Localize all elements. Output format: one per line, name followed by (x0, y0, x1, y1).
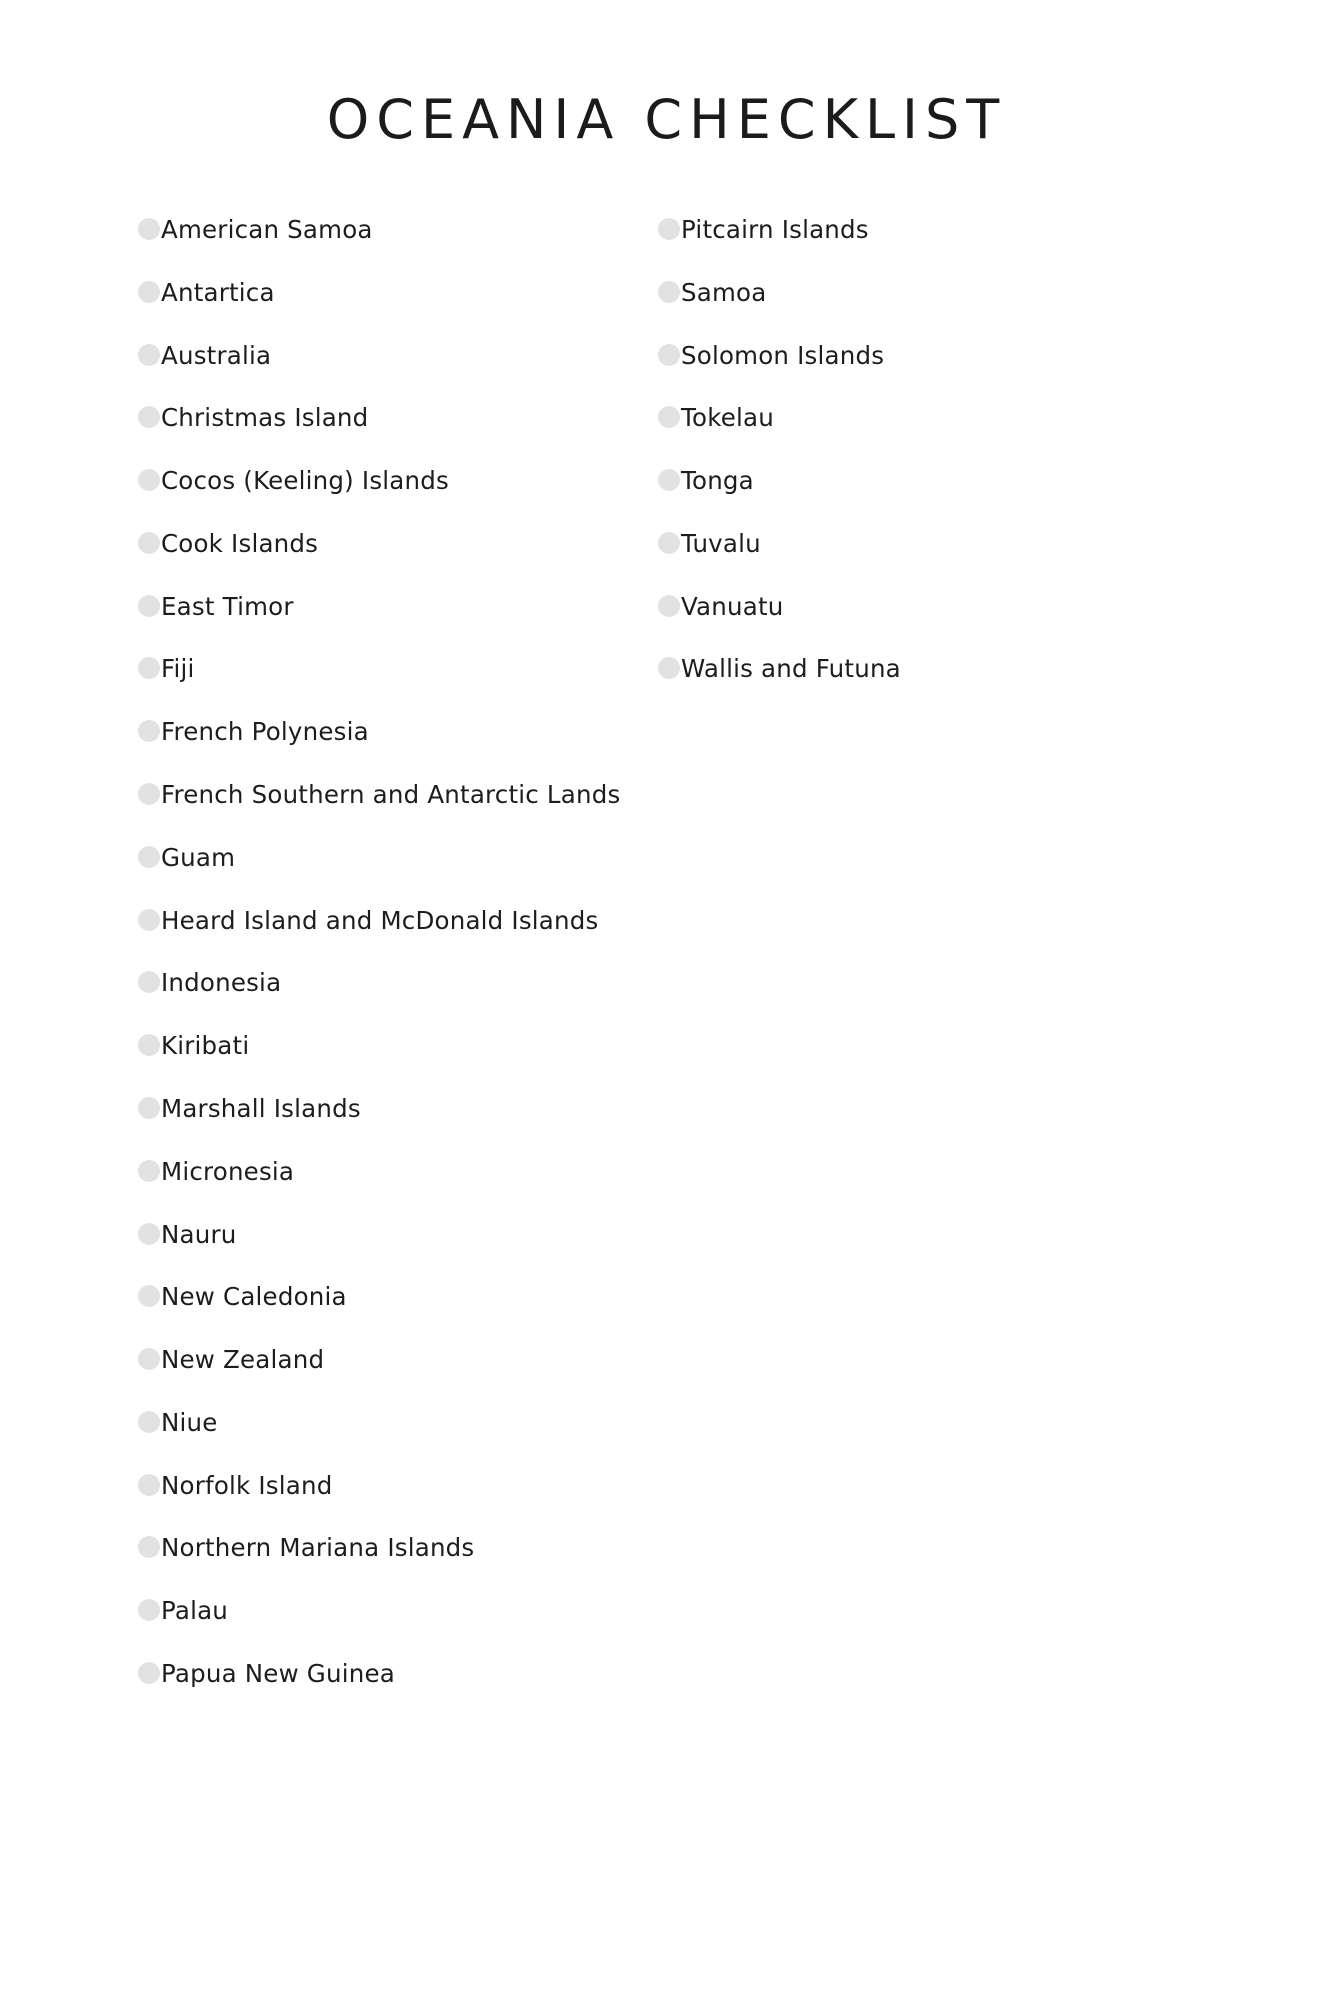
list-item[interactable] (658, 276, 1178, 311)
page-title: OCEANIA CHECKLIST (326, 88, 1007, 151)
list-item-label: Tokelau (681, 403, 774, 433)
list-item[interactable] (138, 1029, 658, 1064)
list-item[interactable] (658, 464, 1178, 499)
checkbox-circle-icon[interactable] (138, 406, 160, 428)
checkbox-circle-icon[interactable] (138, 1160, 160, 1182)
checkbox-circle-icon[interactable] (138, 218, 160, 240)
list-item[interactable] (138, 1155, 658, 1190)
checkbox-circle-icon[interactable] (658, 281, 680, 303)
checkbox-circle-icon[interactable] (138, 281, 160, 303)
list-item-label: Fiji (161, 654, 195, 684)
list-item[interactable] (138, 527, 658, 562)
list-item-label: East Timor (161, 591, 294, 621)
list-item-label: Antartica (161, 277, 275, 307)
checkbox-circle-icon[interactable] (658, 406, 680, 428)
list-item[interactable] (138, 1594, 658, 1629)
checkbox-circle-icon[interactable] (658, 595, 680, 617)
list-item-label: Australia (161, 340, 272, 370)
list-item-label: Micronesia (161, 1156, 295, 1186)
list-item[interactable] (138, 339, 658, 374)
checkbox-circle-icon[interactable] (138, 1599, 160, 1621)
list-item-label: French Southern and Antarctic Lands (161, 780, 621, 810)
checkbox-circle-icon[interactable] (138, 1285, 160, 1307)
list-item-label: Nauru (161, 1219, 237, 1249)
list-item[interactable] (658, 401, 1178, 436)
list-item-label: French Polynesia (161, 717, 369, 747)
list-item[interactable] (658, 339, 1178, 374)
checkbox-circle-icon[interactable] (138, 1348, 160, 1370)
list-item[interactable] (138, 401, 658, 436)
list-item-label: Heard Island and McDonald Islands (161, 905, 599, 935)
list-item[interactable] (138, 652, 658, 687)
list-item-label: New Zealand (161, 1345, 325, 1375)
checkbox-circle-icon[interactable] (138, 1474, 160, 1496)
list-item[interactable] (138, 1343, 658, 1378)
list-item[interactable] (138, 841, 658, 876)
list-item-label: Vanuatu (681, 591, 784, 621)
checkbox-circle-icon[interactable] (138, 1223, 160, 1245)
checkbox-circle-icon[interactable] (138, 344, 160, 366)
list-item-label: New Caledonia (161, 1282, 347, 1312)
list-item-label: Kiribati (161, 1031, 250, 1061)
list-item[interactable] (138, 590, 658, 625)
checkbox-circle-icon[interactable] (138, 657, 160, 679)
checkbox-circle-icon[interactable] (658, 218, 680, 240)
list-item-label: Papua New Guinea (161, 1658, 395, 1688)
list-item[interactable] (138, 276, 658, 311)
checkbox-circle-icon[interactable] (138, 909, 160, 931)
list-item-label: American Samoa (161, 215, 373, 244)
list-item-label: Palau (161, 1596, 229, 1626)
list-item-label: Wallis and Futuna (681, 654, 901, 684)
list-item[interactable] (138, 1469, 658, 1504)
list-item[interactable] (138, 1280, 658, 1315)
list-item[interactable] (658, 527, 1178, 562)
list-item-label: Cook Islands (161, 528, 319, 558)
list-item-label: Norfolk Island (161, 1470, 333, 1500)
list-item-label: Tuvalu (681, 528, 761, 558)
list-item-label: Solomon Islands (681, 340, 885, 370)
checklist-column-right (658, 213, 1178, 1720)
list-item-label: Guam (161, 842, 236, 872)
checkbox-circle-icon[interactable] (138, 720, 160, 742)
list-item[interactable] (138, 1092, 658, 1127)
checkbox-circle-icon[interactable] (138, 1536, 160, 1558)
checkbox-circle-icon[interactable] (138, 532, 160, 554)
list-item[interactable] (138, 904, 658, 939)
list-item[interactable] (138, 1531, 658, 1566)
list-item-label: Christmas Island (161, 403, 369, 433)
checkbox-circle-icon[interactable] (658, 657, 680, 679)
checkbox-circle-icon[interactable] (658, 532, 680, 554)
list-item-label: Niue (161, 1407, 218, 1437)
checklist-column-left (138, 213, 658, 1720)
list-item[interactable] (138, 715, 658, 750)
list-item[interactable] (658, 590, 1178, 625)
checkbox-circle-icon[interactable] (658, 344, 680, 366)
checkbox-circle-icon[interactable] (138, 1097, 160, 1119)
list-item[interactable] (138, 1406, 658, 1441)
checkbox-circle-icon[interactable] (138, 1411, 160, 1433)
checklist-columns (0, 213, 1333, 1720)
list-item-label: Northern Mariana Islands (161, 1533, 475, 1563)
list-item[interactable] (138, 1657, 658, 1692)
list-item[interactable] (658, 652, 1178, 687)
list-item[interactable] (138, 778, 658, 813)
list-item-label: Tonga (681, 466, 754, 496)
list-item[interactable] (138, 464, 658, 499)
checkbox-circle-icon[interactable] (138, 783, 160, 805)
list-item-label: Indonesia (161, 968, 282, 998)
checkbox-circle-icon[interactable] (138, 971, 160, 993)
list-item-label: Marshall Islands (161, 1093, 361, 1123)
checkbox-circle-icon[interactable] (138, 846, 160, 868)
list-item[interactable] (138, 966, 658, 1001)
list-item[interactable] (658, 213, 1178, 248)
checkbox-circle-icon[interactable] (138, 1034, 160, 1056)
list-item-label: Samoa (681, 277, 767, 307)
checkbox-circle-icon[interactable] (658, 469, 680, 491)
list-item-label: Pitcairn Islands (681, 215, 869, 244)
list-item-label: Cocos (Keeling) Islands (161, 466, 449, 496)
checkbox-circle-icon[interactable] (138, 595, 160, 617)
checkbox-circle-icon[interactable] (138, 469, 160, 491)
list-item[interactable] (138, 213, 658, 248)
list-item[interactable] (138, 1218, 658, 1253)
checkbox-circle-icon[interactable] (138, 1662, 160, 1684)
